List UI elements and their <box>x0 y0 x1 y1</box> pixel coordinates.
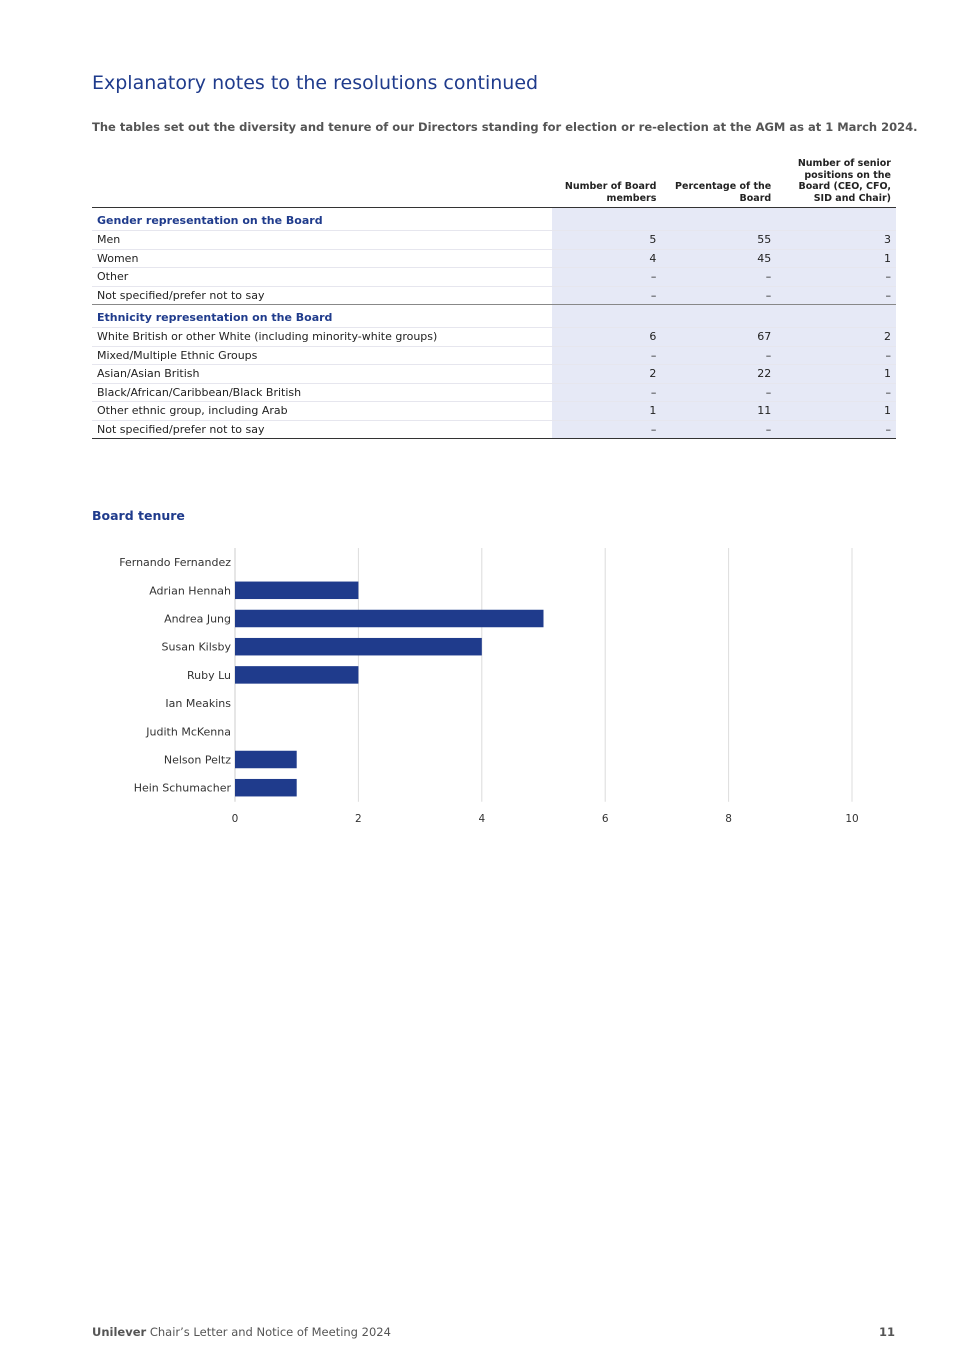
category-label: Fernando Fernandez <box>119 556 231 570</box>
row-label: Other <box>92 268 552 287</box>
x-tick-label: 0 <box>231 812 239 825</box>
footer-brand: Unilever <box>92 1325 147 1339</box>
column-header-senior: Number of senior positions on the Board (CEO, CFO, SID and Chair) <box>797 158 891 204</box>
members-cell: – <box>552 286 662 305</box>
row-label: Not specified/prefer not to say <box>92 286 552 305</box>
table-row <box>92 383 896 402</box>
senior-cell: – <box>776 346 896 365</box>
bar <box>235 582 358 600</box>
row-label: Asian/Asian British <box>92 365 552 384</box>
category-label: Andrea Jung <box>164 612 231 626</box>
table-header-row <box>92 155 896 208</box>
percentage-cell: 22 <box>661 365 776 384</box>
percentage-cell: – <box>661 268 776 287</box>
page-heading: Explanatory notes to the resolutions continued <box>92 72 539 94</box>
empty-cell <box>552 305 662 328</box>
intro-text: The tables set out the diversity and tenure of our Directors standing for election or re-election at the AGM as at 1 March 2024. <box>92 120 918 134</box>
page-number: 11 <box>878 1325 895 1339</box>
bar <box>235 610 544 628</box>
members-cell: 4 <box>552 249 662 268</box>
row-label: White British or other White (including minority-white groups) <box>92 328 552 347</box>
senior-cell: – <box>776 268 896 287</box>
x-tick-label: 4 <box>478 812 486 825</box>
category-label: Adrian Hennah <box>149 584 231 598</box>
table-body <box>92 208 896 439</box>
row-label: Other ethnic group, including Arab <box>92 402 552 421</box>
members-cell: – <box>552 346 662 365</box>
section-title: Gender representation on the Board <box>92 208 552 231</box>
members-cell: 2 <box>552 365 662 384</box>
senior-cell: – <box>776 286 896 305</box>
bar <box>235 666 358 684</box>
bar <box>235 638 482 656</box>
x-tick-label: 2 <box>355 812 362 825</box>
category-label: Ruby Lu <box>186 668 231 682</box>
table-row <box>92 420 896 439</box>
senior-cell: 2 <box>776 328 896 347</box>
category-label: Judith McKenna <box>146 725 231 739</box>
footer <box>92 1325 391 1339</box>
column-header-percentage: Percentage of the Board <box>675 181 772 204</box>
table-row <box>92 346 896 365</box>
members-cell: 6 <box>552 328 662 347</box>
empty-cell <box>661 208 776 231</box>
members-cell: 5 <box>552 231 662 250</box>
diversity-table <box>92 155 896 439</box>
members-cell: – <box>552 268 662 287</box>
table-row <box>92 249 896 268</box>
percentage-cell: – <box>661 383 776 402</box>
section-title: Ethnicity representation on the Board <box>92 305 552 328</box>
empty-cell <box>661 305 776 328</box>
column-header-label <box>92 155 552 208</box>
category-label: Hein Schumacher <box>133 781 231 795</box>
percentage-cell: 67 <box>661 328 776 347</box>
row-label: Not specified/prefer not to say <box>92 420 552 439</box>
percentage-cell: 11 <box>661 402 776 421</box>
table-row <box>92 402 896 421</box>
empty-cell <box>552 208 662 231</box>
percentage-cell: – <box>661 286 776 305</box>
bar <box>235 751 297 769</box>
row-label: Men <box>92 231 552 250</box>
percentage-cell: – <box>661 420 776 439</box>
table-row <box>92 231 896 250</box>
footer-title: Chair’s Letter and Notice of Meeting 2024 <box>149 1325 391 1339</box>
senior-cell: 1 <box>776 365 896 384</box>
members-cell: 1 <box>552 402 662 421</box>
table-section-header <box>92 305 896 328</box>
row-label: Black/African/Caribbean/Black British <box>92 383 552 402</box>
members-cell: – <box>552 420 662 439</box>
percentage-cell: 55 <box>661 231 776 250</box>
senior-cell: 3 <box>776 231 896 250</box>
percentage-cell: 45 <box>661 249 776 268</box>
senior-cell: 1 <box>776 249 896 268</box>
empty-cell <box>776 305 896 328</box>
table-row <box>92 268 896 287</box>
senior-cell: 1 <box>776 402 896 421</box>
senior-cell: – <box>776 383 896 402</box>
column-header-members: Number of Board members <box>564 181 657 204</box>
bar <box>235 779 297 797</box>
chart-title: Board tenure <box>92 508 185 523</box>
senior-cell: – <box>776 420 896 439</box>
table-row <box>92 328 896 347</box>
category-label: Susan Kilsby <box>161 640 231 654</box>
category-label: Ian Meakins <box>165 697 231 711</box>
table-section-header <box>92 208 896 231</box>
members-cell: – <box>552 383 662 402</box>
x-tick-label: 10 <box>845 812 859 825</box>
row-label: Women <box>92 249 552 268</box>
row-label: Mixed/Multiple Ethnic Groups <box>92 346 552 365</box>
percentage-cell: – <box>661 346 776 365</box>
category-label: Nelson Peltz <box>163 753 231 767</box>
diversity-table-container <box>92 155 896 439</box>
table-row <box>92 286 896 305</box>
table-row <box>92 365 896 384</box>
x-tick-label: 8 <box>725 812 732 825</box>
x-tick-label: 6 <box>601 812 609 825</box>
board-tenure-chart <box>92 540 882 830</box>
empty-cell <box>776 208 896 231</box>
